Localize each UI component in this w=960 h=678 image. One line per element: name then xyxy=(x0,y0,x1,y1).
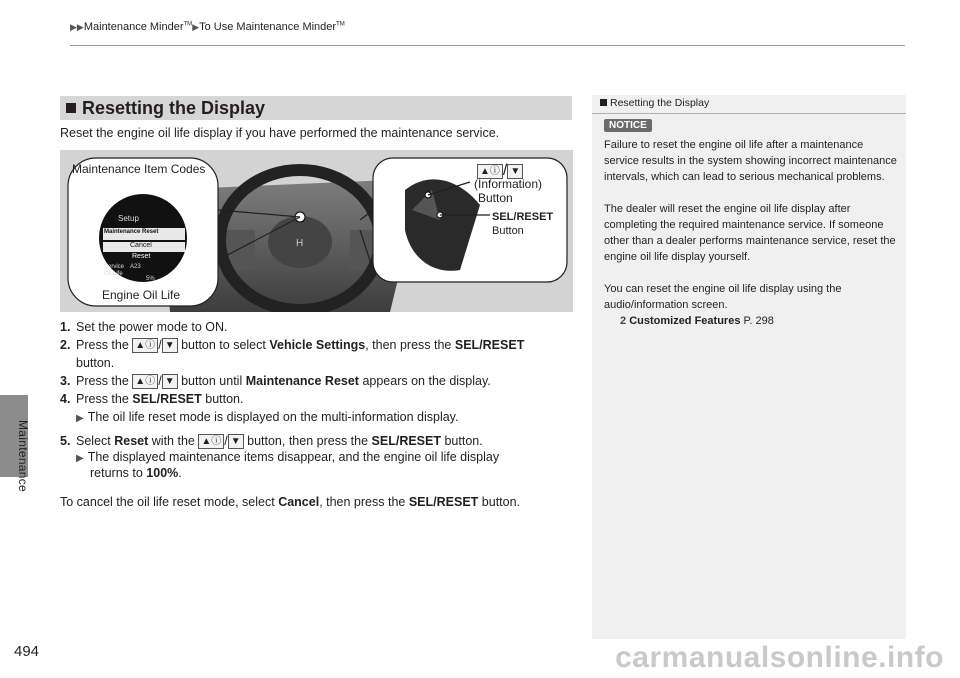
result-text: The displayed maintenance items disappear, and the engine oil life display xyxy=(87,450,500,464)
cancel-note xyxy=(60,493,580,511)
screen-menu-title: Maintenance Reset xyxy=(104,229,159,235)
reference-link[interactable]: Customized Features xyxy=(629,315,741,327)
reference-icon: 2 xyxy=(620,315,627,327)
breadcrumb xyxy=(70,21,345,33)
screen-option-reset: Reset xyxy=(132,253,151,260)
watermark: carmanualsonline.info xyxy=(615,641,944,674)
step-text: with the xyxy=(151,434,195,448)
arrow-icon: ▶▶ xyxy=(70,22,84,32)
down-icon: ▼ xyxy=(162,338,178,353)
sidebar-text xyxy=(604,137,899,329)
step-text: button. xyxy=(205,392,244,406)
step-number: 3. xyxy=(60,374,71,388)
callout-text: SEL/RESET xyxy=(492,211,554,223)
reference-page: P. 298 xyxy=(743,315,774,327)
sidebar-paragraph: Failure to reset the engine oil life after a maintenance service results in the system showing incorrect maintenance intervals, which can lead to serious mechanical problems. xyxy=(604,139,897,183)
step-emphasis: SEL/RESET xyxy=(454,338,525,352)
down-icon: ▼ xyxy=(507,164,523,179)
screen-percent: 5% xyxy=(146,276,155,282)
up-down-icon: ▲ⓘ xyxy=(132,338,158,353)
section-tab-label: Maintenance xyxy=(16,420,30,493)
step-number: 4. xyxy=(60,392,71,406)
step-result xyxy=(60,450,580,481)
sidebar-title xyxy=(600,97,709,109)
sidebar-paragraph: You can reset the engine oil life display using the audio/information screen. xyxy=(604,283,842,311)
cross-reference[interactable] xyxy=(604,313,899,329)
step-text: Press the xyxy=(76,392,129,406)
callout-text: Button xyxy=(478,191,513,205)
note-text: To cancel the oil life reset mode, select xyxy=(60,495,275,509)
screen-code: A23 xyxy=(130,264,141,270)
step-text: button, then press the xyxy=(247,434,369,448)
info-button-symbol: ▲ⓘ / ▼ xyxy=(477,162,523,180)
step-emphasis: Vehicle Settings xyxy=(269,338,366,352)
screen-setup: Setup xyxy=(118,214,139,223)
dashboard-illustration xyxy=(60,150,573,312)
callout-engine-oil-life: Engine Oil Life xyxy=(102,288,181,302)
step-text: button until xyxy=(181,374,243,388)
note-text: button. xyxy=(481,495,521,509)
intro-text: Reset the engine oil life display if you have performed the maintenance service. xyxy=(60,126,500,140)
screen-option-cancel: Cancel xyxy=(130,242,152,249)
instruction-steps xyxy=(60,318,580,511)
result-arrow-icon: ▶ xyxy=(76,413,84,424)
step-text: Press the xyxy=(76,338,129,352)
down-icon: ▼ xyxy=(162,374,178,389)
sidebar-paragraph: The dealer will reset the engine oil life display after completing the required maintenance service. If someone other than a dealer performs maintenance service, reset the engine oil life display yourself. xyxy=(604,203,896,263)
screen-oil-life: Oil Life xyxy=(104,271,123,277)
step-text: Select xyxy=(76,434,111,448)
callout-text: Button xyxy=(492,225,524,237)
header-rule xyxy=(70,45,905,46)
sidebar-rule xyxy=(592,113,906,114)
section-title: Resetting the Display xyxy=(82,98,266,118)
note-emphasis: Cancel xyxy=(278,495,320,509)
step-number: 1. xyxy=(60,320,71,334)
result-emphasis: 100% xyxy=(146,466,179,480)
step-4 xyxy=(60,390,580,428)
note-text: , then press the xyxy=(319,495,406,509)
up-down-icon: ▲ⓘ xyxy=(477,164,503,179)
breadcrumb-item[interactable]: To Use Maintenance Minder xyxy=(199,21,337,33)
step-emphasis: SEL/RESET xyxy=(371,434,441,448)
step-1 xyxy=(60,318,580,336)
step-3: 3. Press the ▲ⓘ / ▼ button until Maintenance Reset appears on the display. xyxy=(60,374,491,388)
notice-badge: NOTICE xyxy=(604,119,652,132)
logo-mark: H xyxy=(296,238,304,249)
square-bullet-icon xyxy=(600,99,607,106)
callout-text: (Information) xyxy=(474,177,543,191)
result-text: . xyxy=(178,466,182,480)
result-text: returns to xyxy=(90,466,143,480)
result-text: The oil life reset mode is displayed on the multi-information display. xyxy=(87,410,459,424)
screen-service: Service xyxy=(104,264,125,270)
result-arrow-icon: ▶ xyxy=(76,453,84,464)
page-number: 494 xyxy=(14,643,40,660)
trademark: TM xyxy=(336,21,345,28)
step-2: 2. Press the ▲ⓘ / ▼ button to select Vehicle Settings, then press the SEL/RESET button. xyxy=(60,336,580,372)
step-continuation: button. xyxy=(76,356,115,370)
step-text: Set the power mode to ON. xyxy=(76,320,228,334)
step-text: appears on the display. xyxy=(362,374,491,388)
sidebar-title-text: Resetting the Display xyxy=(610,97,710,109)
up-down-icon: ▲ⓘ xyxy=(132,374,158,389)
note-emphasis: SEL/RESET xyxy=(408,495,479,509)
step-text: , then press the xyxy=(365,338,452,352)
step-emphasis: SEL/RESET xyxy=(132,392,202,406)
arrow-icon: ▶ xyxy=(192,22,200,32)
up-down-icon: ▲ⓘ xyxy=(198,434,224,449)
down-icon: ▼ xyxy=(228,434,244,449)
square-bullet-icon xyxy=(66,103,76,113)
step-text: button. xyxy=(444,434,483,448)
breadcrumb-item[interactable]: Maintenance Minder xyxy=(83,21,184,33)
trademark: TM xyxy=(183,21,193,28)
callout-info-button xyxy=(474,177,542,205)
step-emphasis: Maintenance Reset xyxy=(245,374,359,388)
callout-maintenance-codes: Maintenance Item Codes xyxy=(72,162,206,176)
step-text: button to select xyxy=(181,338,266,352)
step-result xyxy=(60,408,580,428)
step-emphasis: Reset xyxy=(114,434,149,448)
section-heading xyxy=(60,96,572,120)
step-5: 5. Select Reset with the ▲ⓘ / ▼ button, then press the SEL/RESET button. ▶ The displayed maintenance items disappear, and the engine oil life display returns to 100%. xyxy=(60,432,580,481)
callout-sel-reset xyxy=(492,210,553,238)
step-number: 5. xyxy=(60,434,71,448)
step-text: Press the xyxy=(76,374,129,388)
step-number: 2. xyxy=(60,338,71,352)
